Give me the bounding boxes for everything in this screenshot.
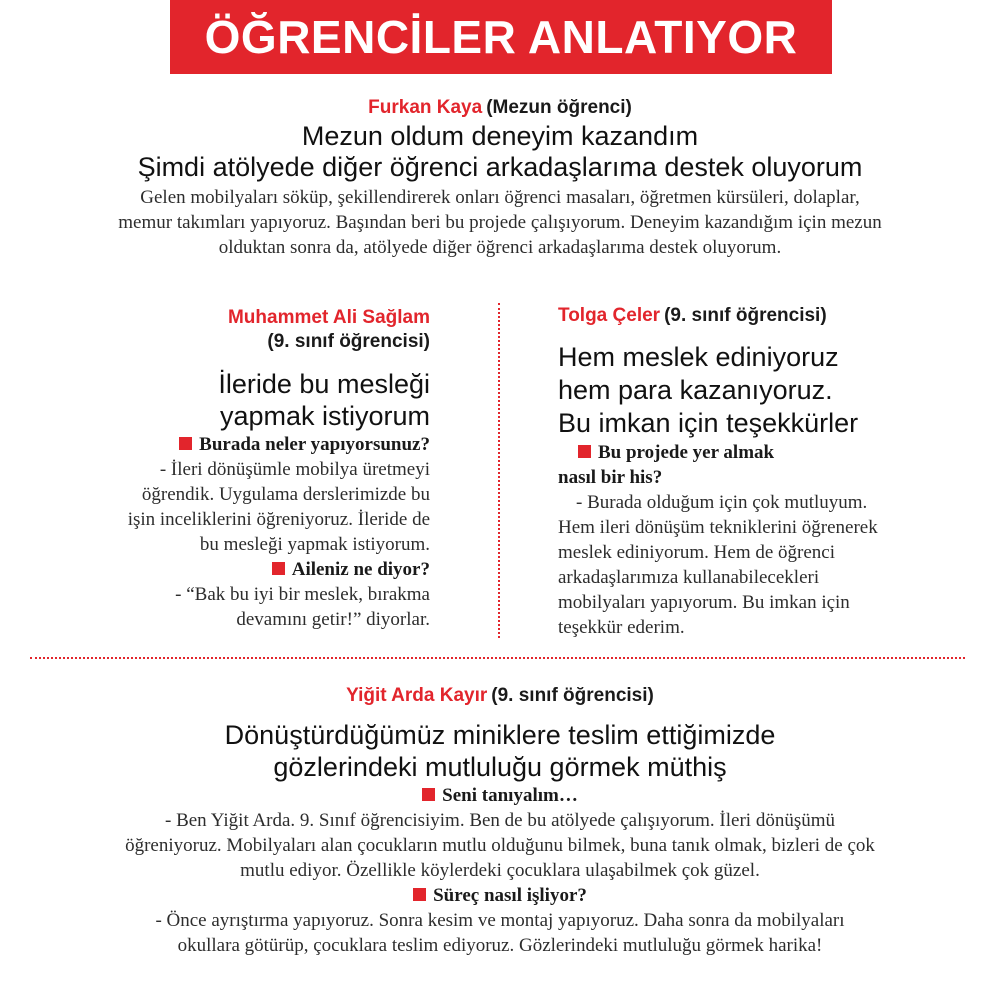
testimonial-headline (60, 368, 430, 432)
question: Bu projede yer almak nasıl bir his? (558, 442, 775, 488)
testimonial-header (0, 96, 1000, 121)
answer-line: meslek ediniyorum. Hem de öğrenci (558, 542, 836, 563)
student-role: (9. sınıf öğrencisi) (664, 305, 827, 326)
testimonial-headline (0, 121, 1000, 183)
answer-line: okullara götürüp, çocuklara teslim ediyoruz. Gözlerindeki mutluluğu görmek harika! (177, 935, 823, 956)
answer-line: Hem ileri dönüşüm tekniklerini öğrenerek (558, 517, 878, 538)
student-name: Muhammet Ali Sağlam (227, 307, 430, 328)
answer-line: mutlu ediyor. Özellikle köylerdeki çocuklara ulaşabilmek çok güzel. (240, 860, 760, 881)
headline-line: Bu imkan için teşekkürler (558, 408, 859, 438)
body-line: Gelen mobilyaları söküp, şekillendirerek onları öğrenci masaları, öğretmen kürsüleri, dolaplar, (140, 187, 860, 208)
answer (558, 490, 978, 640)
answer-line: mobilyaları yapıyorum. Bu imkan için (558, 592, 850, 613)
question: Aileniz ne diyor? (60, 557, 430, 582)
question: Seni tanıyalım… (0, 783, 1000, 808)
student-role: (9. sınıf öğrencisi) (267, 331, 430, 352)
body-line: olduktan sonra da, atölyede diğer öğrenci arkadaşlarıma destek oluyorum. (218, 237, 782, 258)
testimonial-tolga (558, 304, 978, 640)
headline-line: Şimdi atölyede diğer öğrenci arkadaşlarıma destek oluyorum (137, 152, 863, 182)
red-square-icon (413, 888, 426, 901)
answer-line: - Burada olduğum için çok mutluyum. (576, 492, 868, 513)
red-square-icon (179, 437, 192, 450)
answer-line: arkadaşlarımıza kullanabilecekleri (558, 567, 820, 588)
answer-line: işin inceliklerini öğreniyoruz. İleride de (127, 509, 430, 530)
answer-line: teşekkür ederim. (558, 617, 685, 638)
body-line: memur takımları yapıyoruz. Başından beri bu projede çalışıyorum. Deneyim kazandığım için mezun (118, 212, 882, 233)
headline-line: gözlerindeki mutluluğu görmek müthiş (273, 752, 727, 782)
answer (0, 908, 1000, 958)
answer (0, 808, 1000, 883)
testimonial-header (60, 306, 430, 354)
headline-line: hem para kazanıyoruz. (558, 375, 833, 405)
page-banner (170, 0, 832, 74)
banner-title: ÖĞRENCİLER ANLATIYOR (204, 11, 798, 63)
testimonial-header (0, 684, 1000, 709)
testimonial-furkan (0, 96, 1000, 260)
student-name: Furkan Kaya (368, 97, 483, 118)
answer (60, 582, 430, 632)
headline-line: Dönüştürdüğümüz miniklere teslim ettiğimizde (224, 720, 776, 750)
red-square-icon (578, 445, 591, 458)
headline-line: Hem meslek ediniyoruz (558, 342, 839, 372)
answer-line: - İleri dönüşümle mobilya üretmeyi (159, 459, 430, 480)
testimonial-headline (558, 341, 978, 440)
answer-line: devamını getir!” diyorlar. (236, 609, 430, 630)
answer-line: - Önce ayrıştırma yapıyoruz. Sonra kesim ve montaj yapıyoruz. Daha sonra da mobilyaları (155, 910, 845, 931)
student-name: Tolga Çeler (558, 305, 661, 326)
red-square-icon (272, 562, 285, 575)
question: Süreç nasıl işliyor? (0, 883, 1000, 908)
headline-line: Mezun oldum deneyim kazandım (301, 121, 699, 151)
headline-line: yapmak istiyorum (219, 401, 430, 431)
testimonial-yigit (0, 684, 1000, 958)
student-role: (9. sınıf öğrencisi) (491, 685, 654, 706)
red-square-icon (422, 788, 435, 801)
headline-line: İleride bu mesleği (218, 369, 430, 399)
student-name: Yiğit Arda Kayır (346, 685, 488, 706)
testimonial-muhammet (60, 306, 430, 632)
answer-line: bu mesleği yapmak istiyorum. (199, 534, 430, 555)
answer-line: öğreniyoruz. Mobilyaları alan çocukların mutlu olduğunu bilmek, buna tanık olmak, bizleri de çok (125, 835, 875, 856)
answer-line: - Ben Yiğit Arda. 9. Sınıf öğrencisiyim. Ben de bu atölyede çalışıyorum. İleri dönüşümü (165, 810, 835, 831)
student-role: (Mezun öğrenci) (486, 97, 632, 118)
question: Burada neler yapıyorsunuz? (60, 432, 430, 457)
answer-line: öğrendik. Uygulama derslerimizde bu (141, 484, 430, 505)
testimonial-header (558, 304, 978, 329)
answer-line: - “Bak bu iyi bir meslek, bırakma (175, 584, 430, 605)
testimonial-body (0, 185, 1000, 260)
horizontal-divider (30, 657, 965, 659)
vertical-divider (498, 303, 500, 638)
answer (60, 457, 430, 557)
testimonial-headline (0, 719, 1000, 783)
